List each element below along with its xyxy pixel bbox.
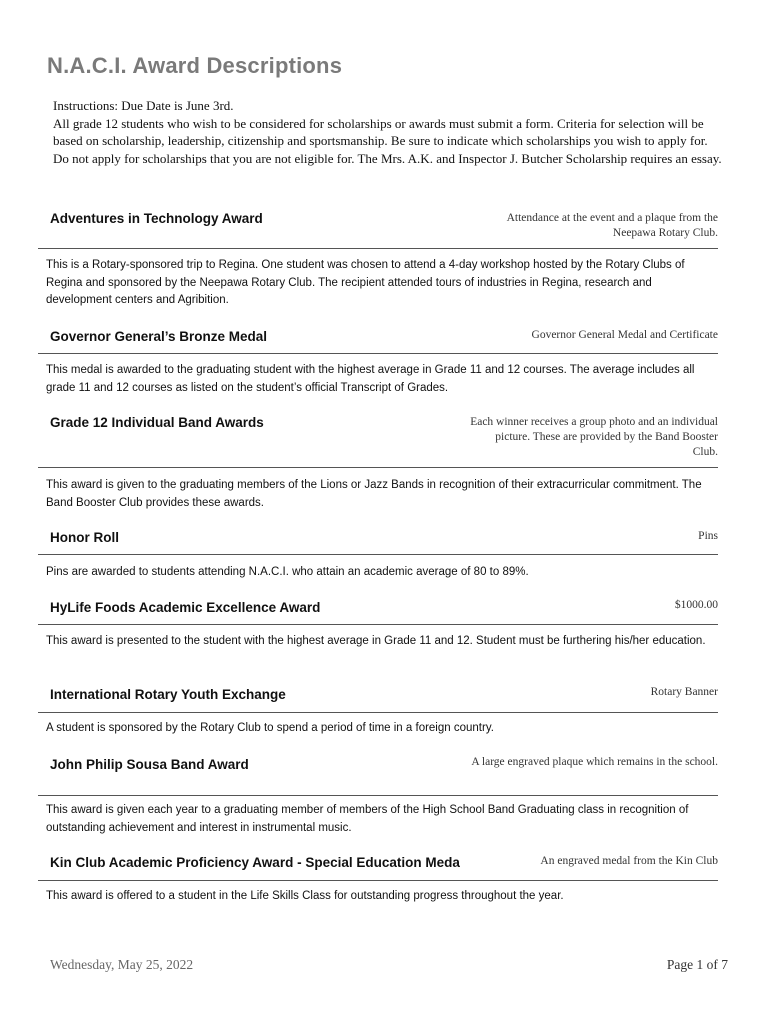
award-prize: A large engraved plaque which remains in the school. bbox=[471, 756, 718, 768]
divider bbox=[38, 712, 718, 713]
award-description: This award is given each year to a graduating member of members of the High School Band Graduating class in recognition of outstanding achievement and interest in instrumental music. bbox=[46, 804, 689, 834]
award-description: This award is presented to the student with the highest average in Grade 11 and 12. Student must be furthering his/her education. bbox=[46, 635, 706, 647]
award-prize: Rotary Banner bbox=[650, 686, 718, 698]
award-name: Governor General’s Bronze Medal bbox=[50, 329, 268, 344]
divider bbox=[38, 795, 718, 796]
divider bbox=[38, 554, 718, 555]
divider bbox=[38, 624, 718, 625]
award-name: Kin Club Academic Proficiency Award - Special Education Meda bbox=[50, 855, 460, 870]
instructions-due-date: Instructions: Due Date is June 3rd. bbox=[53, 98, 234, 113]
award-prize: Each winner receives a group photo and an individual picture. These are provided by the Band Booster Club. bbox=[470, 416, 718, 458]
award-name: International Rotary Youth Exchange bbox=[50, 687, 286, 702]
divider bbox=[38, 248, 718, 249]
divider bbox=[38, 353, 718, 354]
award-prize: An engraved medal from the Kin Club bbox=[540, 855, 718, 867]
award-prize: Governor General Medal and Certificate bbox=[531, 329, 718, 341]
footer-page-number: Page 1 of 7 bbox=[666, 957, 728, 972]
award-description: This is a Rotary-sponsored trip to Regina. One student was chosen to attend a 4-day workshop hosted by the Rotary Clubs of Regina and sponsored by the Neepawa Rotary Club. The recipient attended tours of industries in Regina, research and development centers and Agribition. bbox=[46, 259, 685, 306]
instructions-body: All grade 12 students who wish to be considered for scholarships or awards must submit a form. Criteria for selection will be based on scholarship, leadership, citizenship and sportsmanship. Be sure to indicate which scholarships you wish to apply for. Do not apply for scholarships that you are not eligible for. The Mrs. A.K. and Inspector J. Butcher Scholarship requires an essay. bbox=[53, 115, 722, 166]
award-description: This medal is awarded to the graduating student with the highest average in Grade 11 and 12 courses. The average includes all grade 11 and 12 courses as listed on the student’s official Transcript of Grades. bbox=[46, 364, 695, 394]
award-name: Grade 12 Individual Band Awards bbox=[50, 415, 264, 430]
award-prize: Attendance at the event and a plaque from the Neepawa Rotary Club. bbox=[506, 212, 718, 239]
award-name: Adventures in Technology Award bbox=[50, 211, 263, 226]
footer-date: Wednesday, May 25, 2022 bbox=[50, 957, 194, 972]
award-name: HyLife Foods Academic Excellence Award bbox=[50, 600, 321, 615]
award-name: John Philip Sousa Band Award bbox=[50, 757, 249, 772]
award-description: Pins are awarded to students attending N.A.C.I. who attain an academic average of 80 to 89%. bbox=[46, 566, 529, 578]
award-description: A student is sponsored by the Rotary Club to spend a period of time in a foreign country. bbox=[46, 722, 494, 734]
instructions-text bbox=[53, 97, 723, 167]
award-prize: $1000.00 bbox=[674, 599, 718, 611]
divider bbox=[38, 467, 718, 468]
page-title: N.A.C.I. Award Descriptions bbox=[47, 53, 343, 78]
divider bbox=[38, 880, 718, 881]
award-name: Honor Roll bbox=[50, 530, 119, 545]
award-prize: Pins bbox=[698, 530, 718, 542]
award-description: This award is offered to a student in the Life Skills Class for outstanding progress throughout the year. bbox=[46, 890, 564, 902]
award-description: This award is given to the graduating members of the Lions or Jazz Bands in recognition of their extracurricular commitment. The Band Booster Club provides these awards. bbox=[46, 479, 702, 509]
